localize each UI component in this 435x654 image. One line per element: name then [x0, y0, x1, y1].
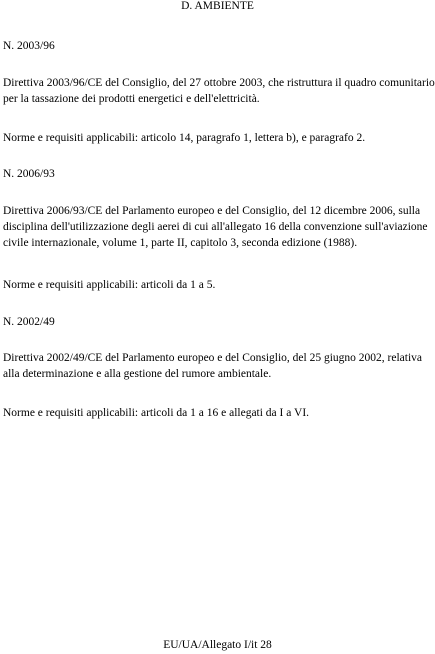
- directive-text: Direttiva 2003/96/CE del Consiglio, del 27 ottobre 2003, che ristruttura il quadro comunitario per la tassazione dei prodotti energetici e dell'elettricità.: [3, 77, 435, 105]
- entry-number: N. 2006/93: [3, 168, 55, 180]
- norms-text: Norme e requisiti applicabili: articoli da 1 a 16 e allegati da I a VI.: [3, 407, 310, 419]
- entry-number: N. 2002/49: [3, 316, 55, 328]
- directive-text: Direttiva 2006/93/CE del Parlamento europeo e del Consiglio, del 12 dicembre 2006, sulla disciplina dell'utilizzazione degli aerei di cui all'allegato 16 della convenzione sull'aviazione civile internazionale, volume 1, parte II, capitolo 3, seconda edizione (1988).: [3, 205, 428, 249]
- section-heading: D. AMBIENTE: [181, 0, 254, 12]
- entry-number: N. 2003/96: [3, 40, 55, 52]
- norms-text: Norme e requisiti applicabili: articoli da 1 a 5.: [3, 279, 216, 291]
- page-footer: EU/UA/Allegato I/it 28: [163, 639, 272, 651]
- norms-text: Norme e requisiti applicabili: articolo 14, paragrafo 1, lettera b), e paragrafo 2.: [3, 132, 366, 144]
- directive-text: Direttiva 2002/49/CE del Parlamento europeo e del Consiglio, del 25 giugno 2002, relativa alla determinazione e alla gestione del rumore ambientale.: [3, 352, 423, 380]
